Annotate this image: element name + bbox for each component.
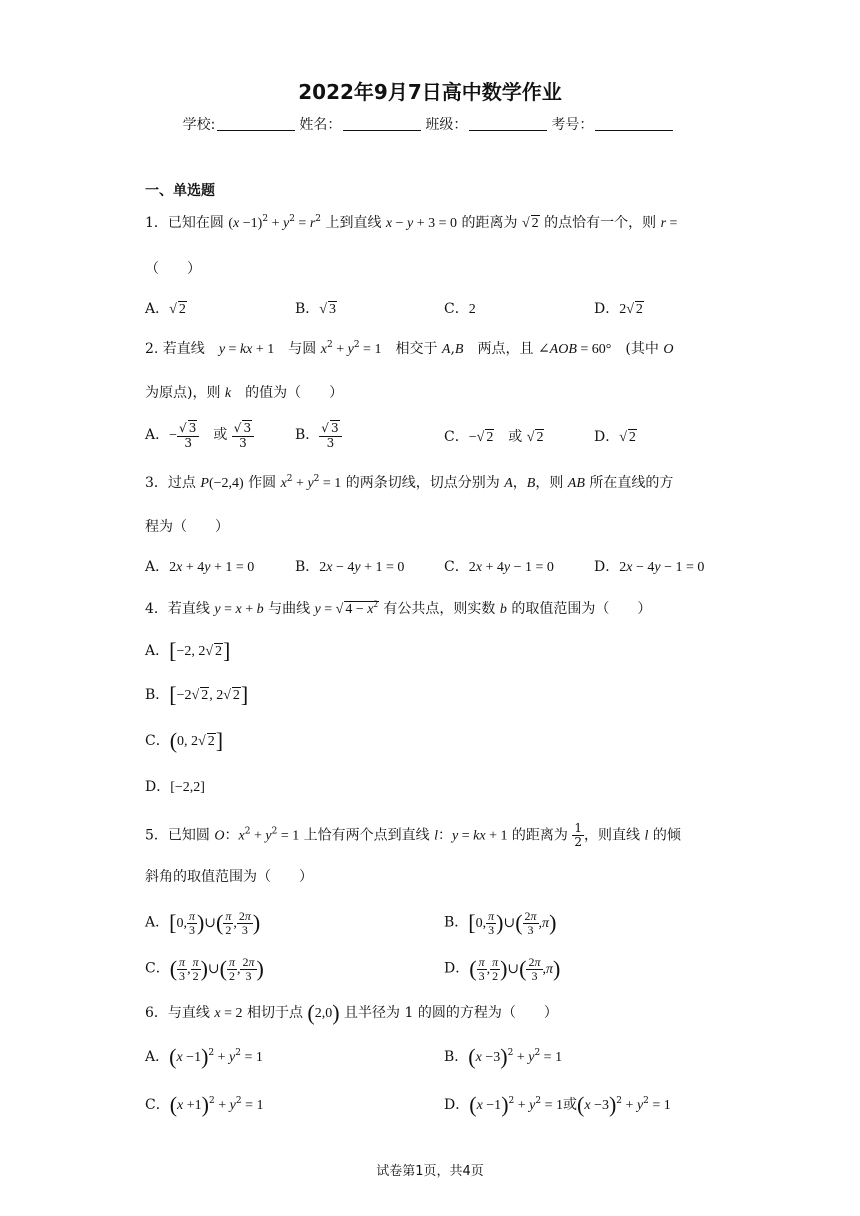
section-heading: 一、单选题: [145, 183, 215, 199]
question-4-option-d: D．[−2,2]: [145, 779, 205, 795]
page-footer: 试卷第1页，共4页: [376, 1164, 484, 1179]
class-blank: [469, 116, 547, 131]
exam-no-label: 考号：: [551, 117, 594, 133]
question-1-option-a: A．√ 2: [145, 301, 186, 317]
question-1-option-c: C．2: [444, 301, 476, 317]
exam-no-blank: [595, 116, 673, 131]
school-label: 学校:: [182, 117, 216, 133]
question-1-line-1: 1．已知在圆 $(x -1)^2 + y^2 = r^2$ 上到直线 x − y + 3 = 0 的距离为 √ 2 的点恰有一个，则 r =: [145, 214, 678, 231]
question-2-line-2: 为原点)，则 k 的值为（ ）: [145, 385, 344, 401]
question-3-option-c: C．2x + 4y − 1 = 0: [444, 559, 554, 575]
school-blank: [217, 116, 295, 131]
question-3-option-a: A．2x + 4y + 1 = 0: [145, 559, 255, 575]
question-5-option-d: D．( $\frac{\pi}{3}$ , $\frac{\pi}{2}$ )∪( $\frac{2\pi}{3}$ ,π): [444, 955, 561, 983]
question-3-line-2: 程为（ ）: [145, 519, 229, 535]
question-2-option-b: B． $\frac{√ 3}{3}$: [295, 420, 342, 450]
question-2-option-c: C．−√ 2 或 √ 2: [444, 429, 544, 445]
question-5-option-c: C．( $\frac{\pi}{3}$ , $\frac{\pi}{2}$ )∪( $\frac{\pi}{2}$ , $\frac{2\pi}{3}$ ): [145, 955, 264, 983]
question-2-line-1: 2. 若直线 y = kx + 1 与圆 $x^2 + y^2 = 1$ 相交于 A,B 两点，且 ∠AOB = 60° (其中 O: [145, 340, 674, 357]
question-4-option-b: B．[−2√ 2, 2√ 2]: [145, 682, 249, 707]
class-label: 班级：: [425, 117, 468, 133]
question-1-option-b: B．√ 3: [295, 301, 336, 317]
question-2-option-a: A．− $\frac{√ 3}{3}$ 或 $\frac{√ 3}{3}$: [145, 420, 254, 450]
question-2-option-d: D．√ 2: [594, 429, 636, 445]
question-6-option-a: A．$(x -1)^2 + y^2 = 1$: [145, 1044, 263, 1069]
name-blank: [343, 116, 421, 131]
question-6-option-c: C．$(x +1)^2 + y^2 = 1$: [145, 1092, 264, 1117]
page-title: 2022年9月7日高中数学作业: [298, 80, 562, 104]
question-6-option-b: B．$(x -3)^2 + y^2 = 1$: [444, 1044, 563, 1069]
question-6-line-1: 6．与直线 x = 2 相切于点 (2,0) 且半径为 1 的圆的方程为（ ）: [145, 1000, 558, 1025]
question-3-option-b: B．2x − 4y + 1 = 0: [295, 559, 405, 575]
question-4-option-c: C．(0, 2√ 2]: [145, 728, 224, 753]
name-label: 姓名：: [299, 117, 342, 133]
question-5-option-a: A．[0, $\frac{\pi}{3}$ )∪( $\frac{\pi}{2}$ , $\frac{2\pi}{3}$ ): [145, 909, 261, 937]
question-1-option-d: D．2√ 2: [594, 301, 643, 317]
question-3-option-d: D．2x − 4y − 1 = 0: [594, 559, 705, 575]
question-5-line-2: 斜角的取值范围为（ ）: [145, 869, 313, 885]
student-info-line: [0, 114, 860, 134]
question-5-line-1: 5．已知圆 O：$x^2 + y^2 = 1$ 上恰有两个点到直线 l：y = kx + 1 的距离为 $\frac{1}{2}$ ，则直线 l 的倾: [145, 821, 681, 849]
question-4-option-a: A．[−2, 2√ 2]: [145, 638, 231, 663]
question-1-line-2: （ ）: [145, 261, 201, 277]
question-4-line-1: 4．若直线 y = x + b 与曲线 y = √ $4 - x^2$ 有公共点，则实数 b 的取值范围为（ ）: [145, 599, 652, 617]
question-6-option-d: D．$(x -1)^2 + y^2 = 1$或$(x -3)^2 + y^2 = 1$: [444, 1092, 671, 1117]
question-5-option-b: B．[0, $\frac{\pi}{3}$ )∪( $\frac{2\pi}{3}$ ,π): [444, 909, 557, 937]
question-3-line-1: 3．过点 P(−2,4) 作圆 $x^2 + y^2 = 1$ 的两条切线，切点分别为 A，B，则 AB 所在直线的方: [145, 474, 674, 491]
